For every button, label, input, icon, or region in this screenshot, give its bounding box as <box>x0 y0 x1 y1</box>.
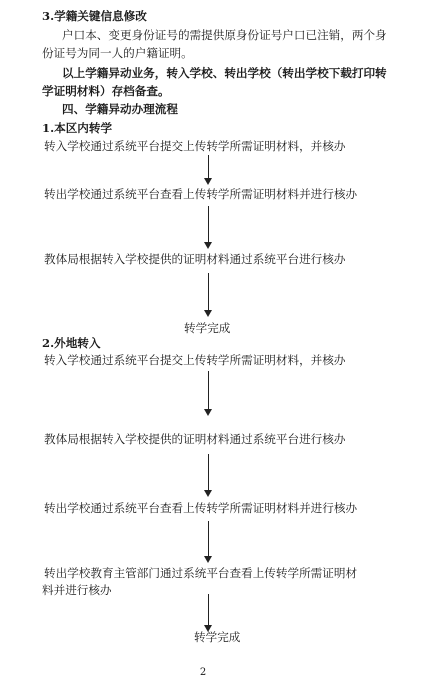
page-number: 2 <box>199 667 207 678</box>
section3-text-line2: 份证号为同一人的户籍证明。 <box>42 46 193 60</box>
flow1-step4: 转学完成 <box>184 321 231 335</box>
archive-note-line1: 以上学籍异动业务，转入学校、转出学校（转出学校下载打印转 <box>62 66 387 80</box>
flow1-step1: 转入学校通过系统平台提交上传转学所需证明材料，并核办 <box>44 139 346 153</box>
flow2-step4-line2: 料并进行核办 <box>42 583 112 597</box>
flow1-step3: 教体局根据转入学校提供的证明材料通过系统平台进行核办 <box>44 252 346 266</box>
section3-heading: 3.学籍关键信息修改 <box>42 9 147 23</box>
section3-text-line1: 户口本、变更身份证号的需提供原身份证号户口已注销，两个身 <box>62 28 387 42</box>
flow2-step2: 教体局根据转入学校提供的证明材料通过系统平台进行核办 <box>44 432 346 446</box>
flow2-step5: 转学完成 <box>194 630 241 644</box>
flow2-heading: 2.外地转入 <box>42 336 101 350</box>
flow1-arrow2 <box>202 206 214 249</box>
flow1-step2: 转出学校通过系统平台查看上传转学所需证明材料并进行核办 <box>44 187 358 201</box>
section4-heading: 四、学籍异动办理流程 <box>62 102 178 116</box>
flow1-arrow3 <box>202 273 214 317</box>
flow2-arrow3 <box>202 521 214 563</box>
flow2-arrow4 <box>202 594 214 632</box>
flow2-step1: 转入学校通过系统平台提交上传转学所需证明材料，并核办 <box>44 353 346 367</box>
flow1-arrow1 <box>202 155 214 185</box>
flow1-heading: 1.本区内转学 <box>42 121 113 135</box>
flow2-step3: 转出学校通过系统平台查看上传转学所需证明材料并进行核办 <box>44 501 358 515</box>
flow2-arrow2 <box>202 454 214 497</box>
flow2-arrow1 <box>202 371 214 416</box>
archive-note-line2: 学证明材料）存档备查。 <box>42 84 170 98</box>
flow2-step4-line1: 转出学校教育主管部门通过系统平台查看上传转学所需证明材 <box>44 566 358 580</box>
